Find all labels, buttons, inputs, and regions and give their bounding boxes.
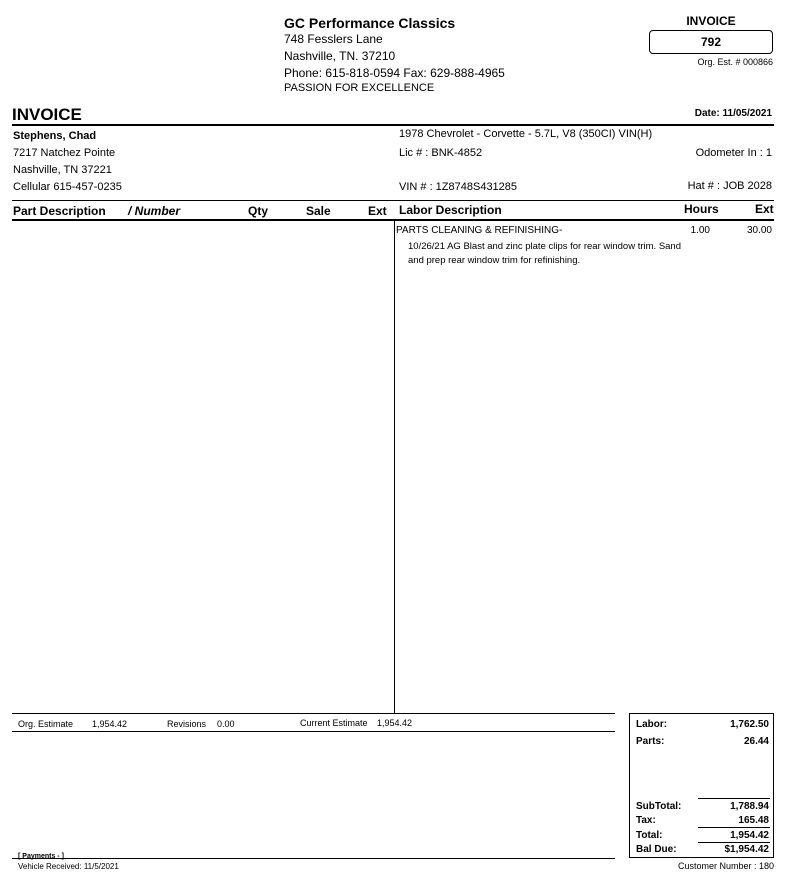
labor-item-note-line1: 10/26/21 AG Blast and zinc plate clips for rear window trim. Sand (408, 241, 681, 252)
invoice-number: 792 (649, 30, 773, 54)
labor-total-label: Labor: (636, 719, 668, 730)
estimate-top-rule (12, 713, 615, 714)
org-estimate-number: Org. Est. # 000866 (697, 57, 773, 67)
odometer-in: Odometer In : 1 (695, 147, 772, 159)
col-sale: Sale (306, 204, 331, 218)
col-labor-ext: Ext (755, 202, 774, 216)
parts-labor-divider (394, 221, 395, 713)
col-qty: Qty (248, 204, 269, 218)
total-label: Total: (636, 830, 663, 841)
subtotal-rule (698, 798, 770, 799)
labor-item-note-line2: and prep rear window trim for refinishing. (408, 255, 581, 266)
parts-total-value: 26.44 (743, 736, 769, 747)
tax-label: Tax: (636, 815, 656, 826)
bal-due-rule (698, 842, 770, 843)
vin-number: VIN # : 1Z8748S431285 (399, 181, 518, 193)
col-part-description: Part Description (13, 204, 106, 218)
customer-address-line2: Nashville, TN 37221 (13, 164, 112, 176)
labor-total-value: 1,762.50 (730, 719, 769, 730)
invoice-box-label: INVOICE (686, 14, 736, 28)
page-title: INVOICE (12, 105, 82, 124)
revisions-value: 0.00 (217, 719, 235, 729)
parts-total-label: Parts: (636, 736, 665, 747)
footer-rule (12, 858, 615, 859)
subtotal-label: SubTotal: (636, 801, 682, 812)
current-estimate-label: Current Estimate (300, 718, 368, 728)
header-top-rule (12, 200, 774, 201)
total-value: 1,954.42 (730, 830, 769, 841)
tax-value: 165.48 (738, 815, 769, 826)
payments-label: [ Payments - ] (18, 853, 64, 860)
labor-item-title: PARTS CLEANING & REFINISHING- (396, 225, 563, 236)
header-bottom-rule (12, 219, 774, 221)
invoice-date: Date: 11/05/2021 (694, 108, 772, 119)
license-plate: Lic # : BNK-4852 (399, 147, 483, 159)
company-name: GC Performance Classics (284, 15, 456, 31)
estimate-bottom-rule (12, 731, 615, 732)
total-rule (698, 827, 770, 828)
customer-address-line1: 7217 Natchez Pointe (13, 147, 116, 159)
col-number: / Number (128, 204, 181, 218)
vehicle-description: 1978 Chevrolet - Corvette - 5.7L, V8 (350CI) VIN(H) (399, 128, 653, 140)
customer-number: Customer Number : 180 (677, 861, 774, 871)
company-phone: Phone: 615-818-0594 Fax: 629-888-4965 (284, 66, 505, 80)
labor-item-hours: 1.00 (690, 225, 710, 236)
company-address-line1: 748 Fesslers Lane (284, 32, 383, 46)
org-estimate-label: Org. Estimate (18, 719, 74, 729)
revisions-label: Revisions (167, 719, 207, 729)
col-hours: Hours (684, 202, 719, 216)
col-ext: Ext (368, 204, 387, 218)
subtotal-value: 1,788.94 (730, 801, 769, 812)
bal-due-value: $1,954.42 (724, 844, 769, 855)
customer-name: Stephens, Chad (13, 130, 97, 142)
org-estimate-value: 1,954.42 (92, 719, 128, 729)
totals-box (629, 713, 774, 858)
company-slogan: PASSION FOR EXCELLENCE (284, 82, 435, 94)
current-estimate-value: 1,954.42 (377, 718, 413, 728)
customer-phone: Cellular 615-457-0235 (13, 181, 122, 193)
hat-number: Hat # : JOB 2028 (687, 180, 772, 192)
col-labor-description: Labor Description (399, 203, 502, 217)
vehicle-received: Vehicle Received: 11/5/2021 (18, 862, 119, 871)
title-divider (12, 124, 774, 126)
company-address-line2: Nashville, TN. 37210 (284, 49, 396, 63)
labor-item-ext: 30.00 (746, 225, 772, 236)
bal-due-label: Bal Due: (636, 844, 677, 855)
